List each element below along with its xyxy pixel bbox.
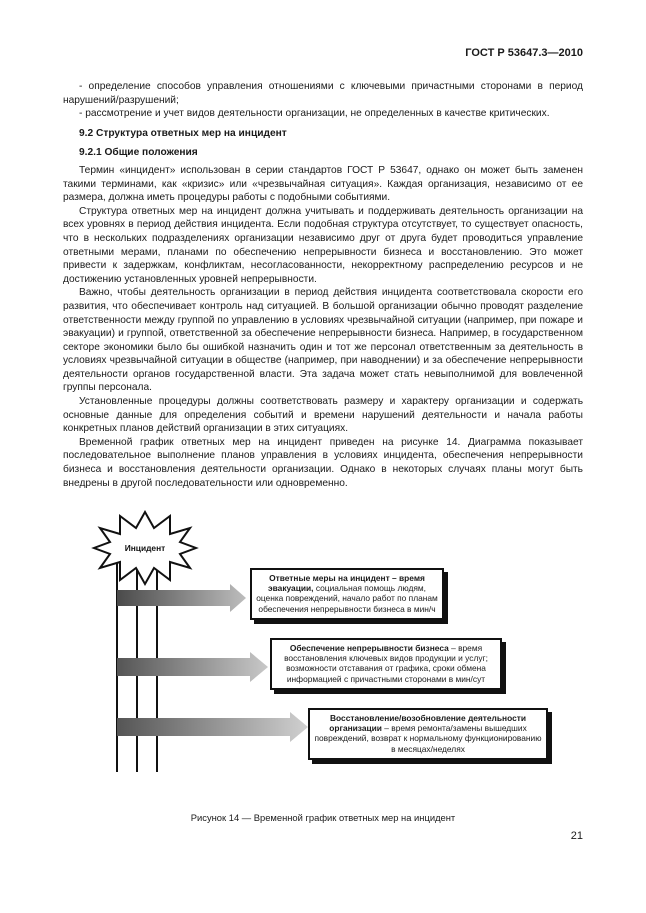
- paragraph: Термин «инцидент» использован в серии стандартов ГОСТ Р 53647, однако он может быть заменен такими терминами, как «кризис» или «чрезвычайная ситуация». Каждая организация, независимо от ее размера, должна иметь процедуры работы с подобными событиями.: [63, 164, 583, 204]
- document-id-header: ГОСТ Р 53647.3—2010: [465, 47, 583, 59]
- arrow-continuity: [117, 652, 268, 682]
- body-text: [63, 80, 583, 490]
- recovery-box: [308, 708, 548, 760]
- figure-caption: Рисунок 14 — Временной график ответных мер на инцидент: [190, 812, 456, 823]
- paragraph: Временной график ответных мер на инцидент приведен на рисунке 14. Диаграмма показывает последовательное выполнение планов управления в условиях инцидента, обеспечения непрерывности бизнеса и восстановления деятельности организации. Однако в некоторых случаях планы могут быть внедрены в другой последовательности или одновременно.: [63, 436, 583, 489]
- box-title: Обеспечение непрерывности бизнеса: [289, 643, 449, 653]
- paragraph: Структура ответных мер на инцидент должна учитывать и поддерживать деятельность организации на всех уровнях в период действия инцидента. Если подобная структура отсутствует, то существует опасность, что в нескольких подразделениях организации независимо друг от друга будет проводиться управление ответными мерами, планами по обеспечению непрерывности бизнеса и восстановлению. Это может привести к задержкам, конфликтам, несогласованности, некорректному распределению ресурсов и не достижению установленных уровней непрерывности.: [63, 205, 583, 285]
- box-text: социальная помощь людям, оценка повреждений, начало работ по планам обеспечения непрерывности бизнеса в мин/ч: [256, 583, 438, 614]
- incident-timeline-figure: [90, 510, 560, 778]
- paragraph: Важно, чтобы деятельность организации в период действия инцидента соответствовала скорости его развития, что обеспечивает контроль над ситуацией. В большой организации обычно проводят разделение ответственности между группой по управлению в условиях чрезвычайной ситуации (например, при пожаре и эвакуации) и группой, ответственной за обеспечение непрерывности бизнеса. Например, в государственном секторе экономики было бы ошибкой назначить один и тот же персонал ответственным за деятельность в условиях чрезвычайной ситуации в обществе (например, при наводнении) и за обеспечение непрерывности деятельности органов государственной власти. Эта задача может стать невыполнимой для вовлеченной группы персонала.: [63, 287, 583, 394]
- subsection-heading: 9.2.1 Общие положения: [79, 147, 198, 159]
- response-box: [250, 568, 444, 620]
- burst-label: Инцидент: [124, 543, 166, 553]
- box-title: Ответные меры на инцидент – время эвакуации,: [268, 573, 425, 594]
- box-text: – время восстановления ключевых видов продукции и услуг; возможности отставания от графика, сроки обмена информацией с причастными сторонами в мин/сут: [284, 643, 488, 684]
- arrow-recovery: [117, 712, 308, 742]
- box-text: – время ремонта/замены вышедших повреждений, возврат к нормальному функционированию в месяцах/неделях: [314, 723, 542, 754]
- page-number: 21: [570, 830, 583, 842]
- continuity-box: [270, 638, 502, 690]
- paragraph: - рассмотрение и учет видов деятельности организации, не определенных в качестве критических.: [79, 108, 550, 120]
- box-title: Восстановление/возобновление деятельности организации: [329, 713, 527, 734]
- paragraph: Установленные процедуры должны соответствовать размеру и характеру организации и содержать основные данные для определения событий и времени нарушений деятельности и начала работы конкретных планов действий организации в этих ситуациях.: [63, 396, 583, 435]
- paragraph: - определение способов управления отношениями с ключевыми причастными сторонами в период нарушений/разрушений;: [63, 81, 583, 106]
- section-heading: 9.2 Структура ответных мер на инцидент: [79, 127, 287, 139]
